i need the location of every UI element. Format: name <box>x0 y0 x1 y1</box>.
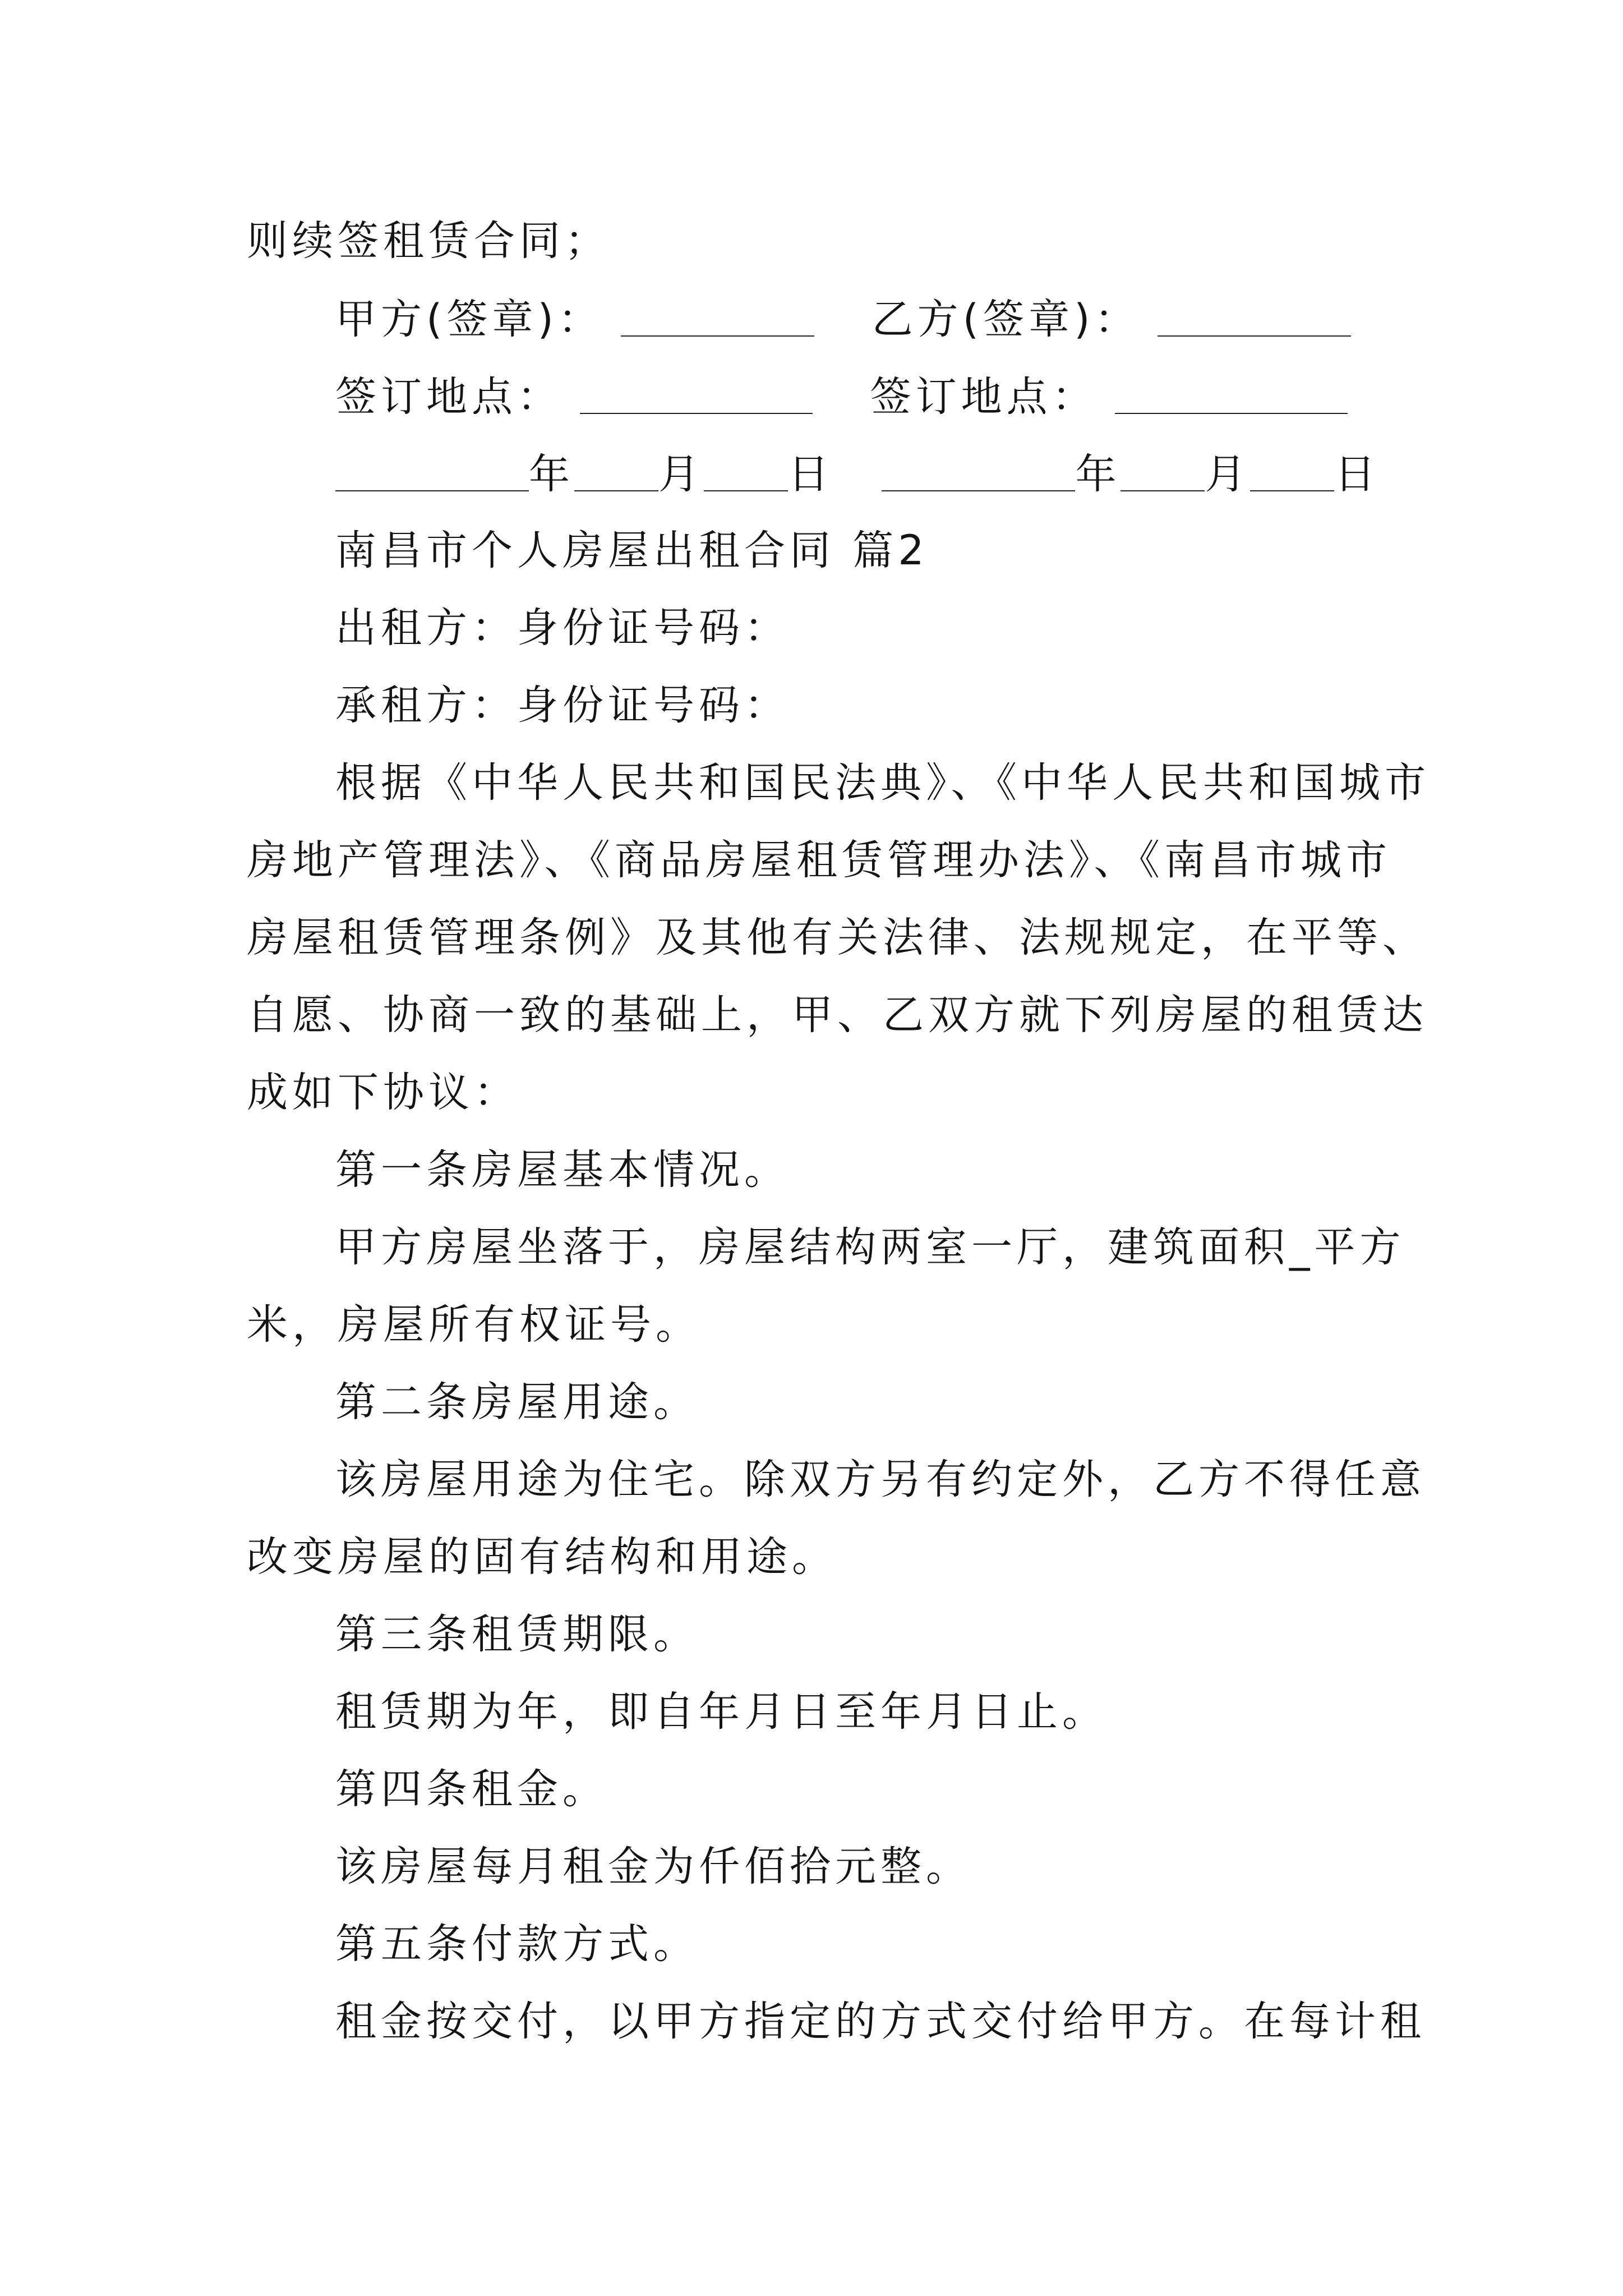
date-a-year-label: 年 <box>529 450 574 498</box>
article-1-body-line-2: 米，房屋所有权证号。 <box>247 1301 701 1349</box>
article-5-title: 第五条付款方式。 <box>335 1920 699 1968</box>
place-b-blank <box>1115 372 1348 414</box>
article-1-title: 第一条房屋基本情况。 <box>335 1146 790 1194</box>
date-b-year-label: 年 <box>1075 450 1121 498</box>
intro-line-3: 房屋租赁管理条例》及其他有关法律、法规规定，在平等、 <box>247 914 1428 961</box>
signature-row-places <box>335 369 1348 425</box>
article-4-title: 第四条租金。 <box>335 1765 608 1813</box>
place-a-label: 签订地点： <box>335 373 562 421</box>
date-b-day-label: 日 <box>1334 450 1380 498</box>
date-a-year-blank <box>335 449 529 491</box>
date-b-month-label: 月 <box>1205 450 1251 498</box>
intro-line-2: 房地产管理法》、《商品房屋租赁管理办法》、《南昌市城市 <box>247 836 1391 884</box>
article-2-body-line-1: 该房屋用途为住宅。除双方另有约定外，乙方不得任意 <box>335 1456 1426 1503</box>
article-3-title: 第三条租赁期限。 <box>335 1611 699 1658</box>
date-a-day-label: 日 <box>788 450 833 498</box>
section-title: 南昌市个人房屋出租合同 篇2 <box>335 527 929 574</box>
lessor-line: 出租方：身份证号码： <box>335 604 790 652</box>
text-line-top-fragment: 则续签租赁合同； <box>247 217 610 265</box>
date-a-month-blank <box>574 449 658 491</box>
lessee-line: 承租方：身份证号码： <box>335 682 790 729</box>
date-b-month-blank <box>1121 449 1205 491</box>
party-b-label: 乙方(签章)： <box>872 296 1140 343</box>
date-b-day-blank <box>1250 449 1334 491</box>
party-a-signature-blank <box>621 295 814 337</box>
article-2-body-line-2: 改变房屋的固有结构和用途。 <box>247 1533 837 1581</box>
party-b-signature-blank <box>1158 295 1351 337</box>
date-b-year-blank <box>882 449 1075 491</box>
article-2-title: 第二条房屋用途。 <box>335 1378 699 1426</box>
signature-row-dates <box>335 447 1380 503</box>
date-a-month-label: 月 <box>658 450 704 498</box>
place-a-blank <box>580 372 813 414</box>
intro-line-4: 自愿、协商一致的基础上，甲、乙双方就下列房屋的租赁达 <box>247 991 1428 1039</box>
article-5-body: 租金按交付，以甲方指定的方式交付给甲方。在每计租 <box>335 1998 1426 2045</box>
intro-line-1: 根据《中华人民共和国民法典》、《中华人民共和国城市 <box>335 759 1430 807</box>
party-a-label: 甲方(签章)： <box>335 296 603 343</box>
article-4-body: 该房屋每月租金为仟佰拾元整。 <box>335 1843 971 1890</box>
intro-line-5: 成如下协议： <box>247 1069 519 1116</box>
signature-row-parties <box>335 292 1351 348</box>
article-3-body: 租赁期为年，即自年月日至年月日止。 <box>335 1688 1108 1736</box>
place-b-label: 签订地点： <box>870 373 1098 421</box>
article-1-body-line-1: 甲方房屋坐落于，房屋结构两室一厅，建筑面积_平方 <box>335 1223 1405 1271</box>
date-a-day-blank <box>704 449 788 491</box>
